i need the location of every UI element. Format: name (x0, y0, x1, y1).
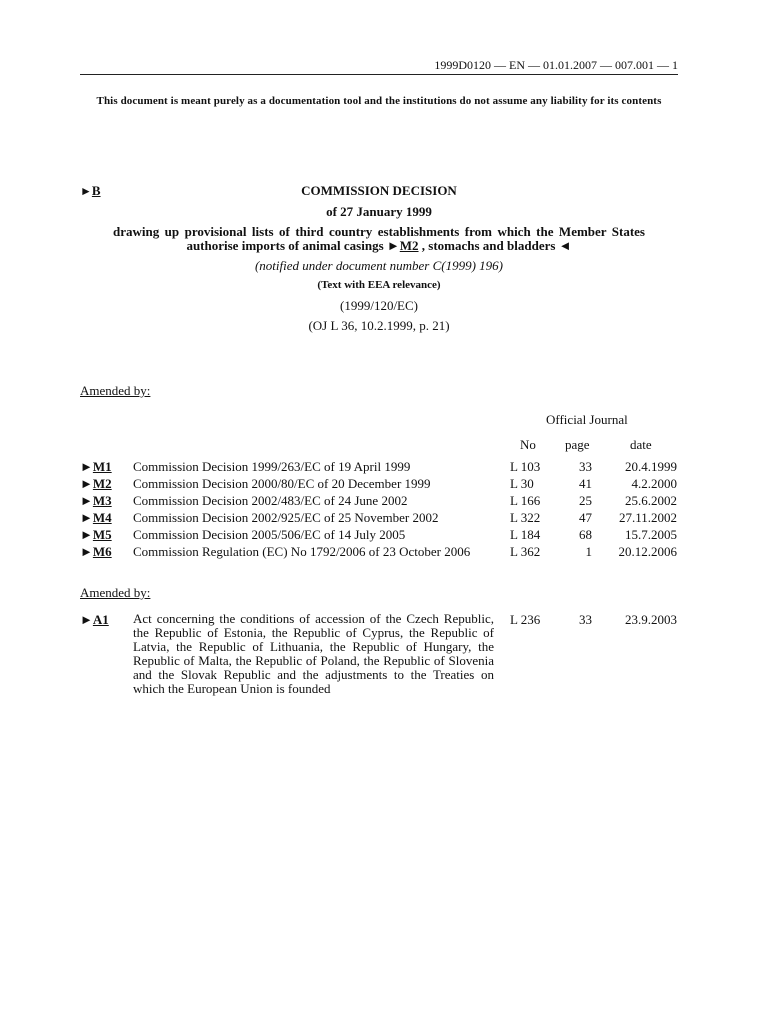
oj-page: 47 (579, 510, 592, 525)
amendment-row (80, 544, 678, 560)
amendment-code: M6 (92, 544, 112, 559)
amendment-marker[interactable] (80, 476, 112, 492)
oj-page: 33 (579, 612, 592, 627)
amendment-row (80, 510, 678, 526)
decision-reference: (1999/120/EC) (340, 298, 418, 313)
marker-arrow-icon: ► (386, 238, 400, 253)
amendment-marker[interactable] (80, 544, 112, 560)
amendment-code: M1 (92, 459, 112, 474)
oj-number: L 362 (510, 544, 541, 559)
oj-number: L 103 (510, 459, 541, 474)
marker-arrow-icon: ► (80, 544, 93, 559)
amendment-code: A1 (92, 612, 109, 627)
official-journal-heading: Official Journal (546, 412, 628, 427)
title-marker-code[interactable]: M2 (399, 238, 419, 253)
amendment-description: Commission Decision 2002/483/EC of 24 June 2002 (133, 493, 408, 508)
accession-act-description: Act concerning the conditions of accession of the Czech Republic, the Republic of Estonia, the Republic of Cyprus, the Republic of Latvia, the Republic of Lithuania, the Republic of Hungary, the Republic of Malta, the Republic of Poland, the Republic of Slovenia and the Slovak Republic and the adjustments to the Treaties on which the European Union is founded (133, 611, 494, 696)
amendment-code: M2 (92, 476, 112, 491)
oj-date: 25.6.2002 (625, 493, 677, 508)
oj-date: 4.2.2000 (631, 476, 677, 491)
amendment-description: Commission Decision 2005/506/EC of 14 July 2005 (133, 527, 406, 542)
marker-arrow-icon: ► (80, 459, 93, 474)
amendment-marker[interactable] (80, 510, 112, 526)
amendment-description: Commission Regulation (EC) No 1792/2006 of 23 October 2006 (133, 544, 471, 559)
oj-page: 1 (585, 544, 592, 559)
decision-title-amendment-text: , stomachs and bladders (418, 238, 556, 253)
amendment-description: Commission Decision 2000/80/EC of 20 December 1999 (133, 476, 431, 491)
marker-arrow-icon: ► (80, 493, 93, 508)
oj-number: L 184 (510, 527, 541, 542)
oj-number: L 236 (510, 612, 541, 627)
oj-date: 20.4.1999 (625, 459, 677, 474)
marker-arrow-icon: ► (80, 184, 92, 198)
amendment-row (80, 527, 678, 543)
decision-type: COMMISSION DECISION (301, 183, 457, 198)
amendment-code: M3 (92, 493, 112, 508)
amendment-marker[interactable] (80, 527, 112, 543)
oj-date: 20.12.2006 (618, 544, 677, 559)
oj-date: 15.7.2005 (625, 527, 677, 542)
amendment-description: Commission Decision 1999/263/EC of 19 April 1999 (133, 459, 411, 474)
oj-number: L 166 (510, 493, 541, 508)
oj-page: 25 (579, 493, 592, 508)
oj-page: 41 (579, 476, 592, 491)
decision-title-text: drawing up provisional lists of third country establishments from which the Member States authorise imports of animal casings (113, 224, 645, 253)
amendment-marker[interactable] (80, 612, 109, 628)
marker-arrow-icon: ► (80, 612, 93, 627)
column-header-date: date (630, 437, 652, 452)
oj-date: 23.9.2003 (625, 612, 677, 627)
disclaimer: This document is meant purely as a documentation tool and the institutions do not assume any liability for its contents (96, 95, 662, 107)
marker-arrow-icon: ► (80, 476, 93, 491)
amendment-row (80, 459, 678, 475)
oj-page: 33 (579, 459, 592, 474)
end-marker-arrow-icon: ◄ (558, 238, 572, 253)
oj-date: 27.11.2002 (618, 510, 677, 525)
amended-by-label: Amended by: (80, 383, 151, 398)
marker-arrow-icon: ► (80, 510, 93, 525)
oj-page: 68 (579, 527, 592, 542)
oj-number: L 322 (510, 510, 541, 525)
marker-arrow-icon: ► (80, 527, 93, 542)
amendment-marker[interactable] (80, 459, 112, 475)
base-marker-code: B (91, 183, 101, 198)
amendment-row (80, 493, 678, 509)
amendment-code: M4 (92, 510, 112, 525)
document-reference-header: 1999D0120 — EN — 01.01.2007 — 007.001 — 1 (80, 58, 678, 75)
decision-title (113, 225, 645, 253)
amendment-marker[interactable] (80, 493, 112, 509)
amendment-description: Commission Decision 2002/925/EC of 25 November 2002 (133, 510, 439, 525)
official-journal-citation: (OJ L 36, 10.2.1999, p. 21) (308, 318, 450, 333)
amendment-code: M5 (92, 527, 112, 542)
column-header-page: page (565, 437, 590, 452)
oj-number: L 30 (510, 476, 534, 491)
decision-date: of 27 January 1999 (326, 204, 432, 219)
eea-relevance: (Text with EEA relevance) (317, 279, 441, 291)
amended-by-label-2: Amended by: (80, 585, 151, 600)
column-header-no: No (520, 437, 536, 452)
notified-note: (notified under document number C(1999) 196) (254, 258, 504, 273)
amendment-row (80, 476, 678, 492)
